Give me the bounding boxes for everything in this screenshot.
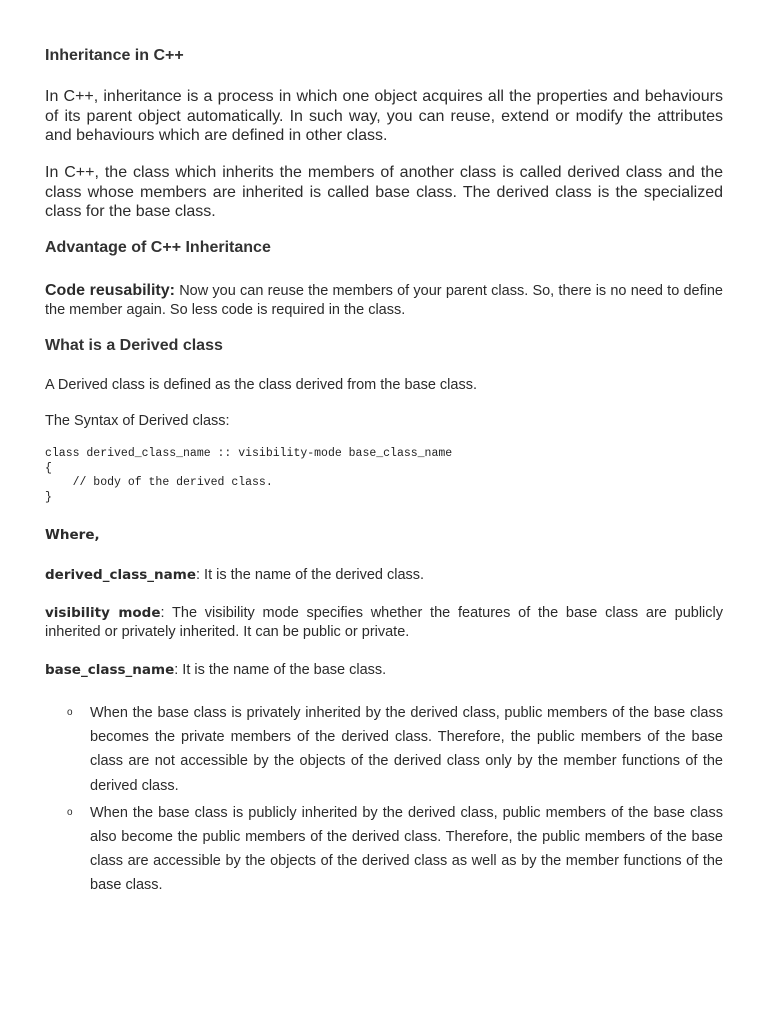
term-label: base_class_name <box>45 662 175 678</box>
intro-paragraph-1: In C++, inheritance is a process in which one object acquires all the properties and behaviours of its parent object automatically. In such way, you can reuse, extend or modify the attributes and behaviours which are defined in other class. <box>45 88 723 144</box>
code-line: { <box>45 461 52 475</box>
code-line: // body of the derived class. <box>45 476 273 490</box>
advantage-heading: Advantage of C++ Inheritance <box>45 239 271 256</box>
term-description: : It is the name of the base class. <box>174 662 387 678</box>
term-base-class-name <box>45 661 723 680</box>
inheritance-bullet-list <box>45 701 723 898</box>
list-item <box>45 701 723 798</box>
term-visibility-mode <box>45 604 723 642</box>
syntax-intro: The Syntax of Derived class: <box>45 413 230 429</box>
where-label: Where, <box>45 527 100 543</box>
term-label: derived_class_name <box>45 567 196 583</box>
code-reusability-paragraph <box>45 281 723 320</box>
code-line: class derived_class_name :: visibility-mode base_class_name <box>45 447 453 460</box>
hollow-bullet-icon: o <box>67 806 73 818</box>
derived-class-heading: What is a Derived class <box>45 337 223 354</box>
derived-class-definition: A Derived class is defined as the class derived from the base class. <box>45 377 477 393</box>
list-item-text: When the base class is publicly inherited by the derived class, public members of the base class also become the public members of the derived class. Therefore, the public members of the base class are accessible by the objects of the derived class as well as by the member functions of the base class. <box>90 804 723 894</box>
syntax-code-block <box>45 447 723 505</box>
page-title: Inheritance in C++ <box>45 47 184 64</box>
list-item-text: When the base class is privately inherited by the derived class, public members of the base class becomes the private members of the derived class. Therefore, the public members of the base class are not accessible by the objects of the derived class only by the member functions of the derived class. <box>90 705 723 794</box>
intro-paragraph-2: In C++, the class which inherits the members of another class is called derived class and the class whose members are inherited is called base class. The derived class is the specialized class for the base class. <box>45 164 723 220</box>
hollow-bullet-icon: o <box>67 707 73 718</box>
term-description: : It is the name of the derived class. <box>195 567 425 583</box>
code-reusability-label: Code reusability: <box>45 282 175 299</box>
list-item <box>45 801 723 898</box>
code-line: } <box>45 490 52 504</box>
term-description: : The visibility mode specifies whether the features of the base class are publicly inherited or privately inherited. It can be public or private. <box>45 605 723 640</box>
term-label: visibility mode <box>45 605 161 621</box>
term-derived-class-name <box>45 566 723 585</box>
code-reusability-text: Now you can reuse the members of your parent class. So, there is no need to define the member again. So less code is required in the class. <box>45 283 723 318</box>
